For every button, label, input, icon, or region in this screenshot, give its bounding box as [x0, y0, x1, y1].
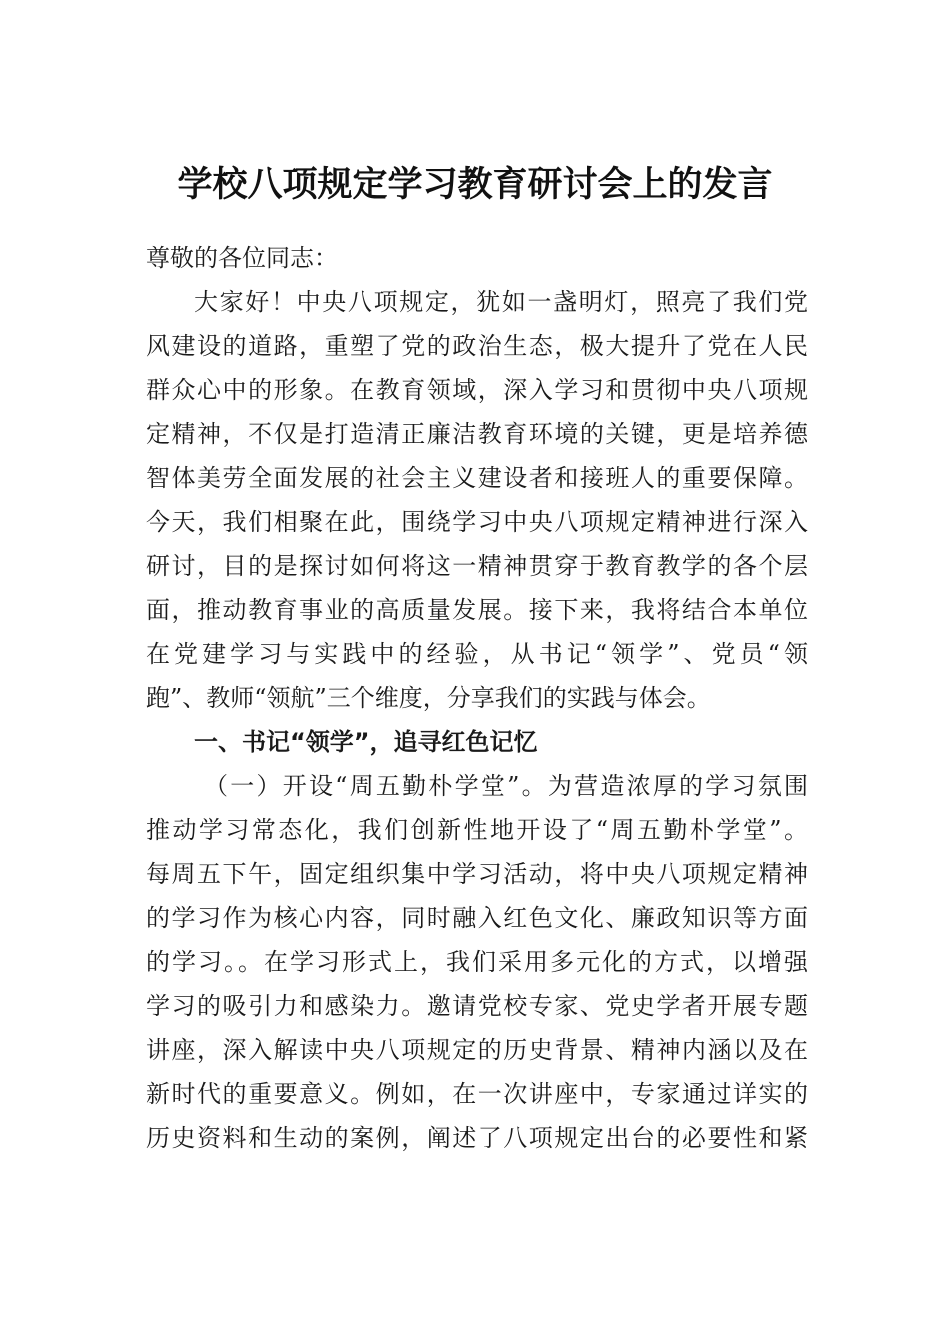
paragraph-line: 定精神，不仅是打造清正廉洁教育环境的关键，更是培养德	[146, 420, 808, 448]
section-line: 学习的吸引力和感染力。邀请党校专家、党史学者开展专题	[146, 992, 808, 1020]
paragraph-line: 今天，我们相聚在此，围绕学习中央八项规定精神进行深入	[146, 508, 808, 536]
section-line: （一）开设“周五勤朴学堂”。为营造浓厚的学习氛围	[204, 772, 808, 800]
paragraph-line: 研讨，目的是探讨如何将这一精神贯穿于教育教学的各个层	[146, 552, 808, 580]
paragraph-line: 面，推动教育事业的高质量发展。接下来，我将结合本单位	[146, 596, 808, 624]
section-line: 每周五下午，固定组织集中学习活动，将中央八项规定精神	[146, 860, 808, 888]
paragraph-line: 智体美劳全面发展的社会主义建设者和接班人的重要保障。	[146, 464, 808, 492]
document-title: 学校八项规定学习教育研讨会上的发言	[177, 164, 773, 205]
section-line: 历史资料和生动的案例，阐述了八项规定出台的必要性和紧	[146, 1124, 808, 1152]
paragraph-line: 跑”、教师“领航”三个维度，分享我们的实践与体会。	[146, 684, 711, 712]
section-heading: 一、书记“领学”，追寻红色记忆	[194, 728, 538, 756]
document-body	[146, 236, 808, 1160]
section-line: 推动学习常态化，我们创新性地开设了“周五勤朴学堂”。	[146, 816, 808, 844]
section-line: 的学习。。在学习形式上，我们采用多元化的方式，以增强	[146, 948, 808, 976]
section-line: 讲座，深入解读中央八项规定的历史背景、精神内涵以及在	[146, 1036, 808, 1064]
section-line: 新时代的重要意义。例如，在一次讲座中，专家通过详实的	[146, 1080, 808, 1108]
section-line: 的学习作为核心内容，同时融入红色文化、廉政知识等方面	[146, 904, 808, 932]
paragraph-line: 风建设的道路，重塑了党的政治生态，极大提升了党在人民	[146, 332, 808, 360]
salutation: 尊敬的各位同志：	[146, 244, 338, 272]
paragraph-line: 在党建学习与实践中的经验，从书记“领学”、党员“领	[146, 640, 808, 668]
paragraph-line: 大家好！中央八项规定，犹如一盏明灯，照亮了我们党	[194, 288, 808, 316]
paragraph-line: 群众心中的形象。在教育领域，深入学习和贯彻中央八项规	[146, 376, 808, 404]
